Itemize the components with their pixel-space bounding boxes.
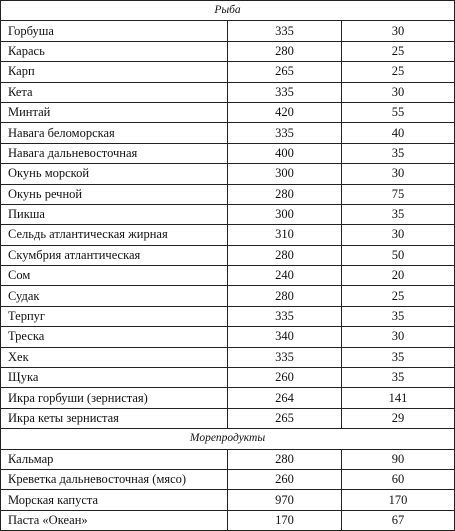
- product-name-cell: Кальмар: [1, 449, 228, 469]
- value-b-cell: 25: [342, 286, 455, 306]
- product-name-cell: Икра горбуши (зернистая): [1, 388, 228, 408]
- value-a-cell: 970: [228, 490, 342, 510]
- value-b-cell: 29: [342, 408, 455, 428]
- table-row: [1, 388, 455, 408]
- product-name-cell: Карп: [1, 62, 228, 82]
- value-a-cell: 335: [228, 347, 342, 367]
- section-title: Морепродукты: [1, 429, 455, 449]
- value-a-cell: 340: [228, 327, 342, 347]
- product-name-cell: Окунь морской: [1, 164, 228, 184]
- value-a-cell: 280: [228, 184, 342, 204]
- product-name-cell: Карась: [1, 41, 228, 61]
- value-a-cell: 264: [228, 388, 342, 408]
- table-row: [1, 510, 455, 530]
- value-a-cell: 240: [228, 266, 342, 286]
- value-a-cell: 335: [228, 21, 342, 41]
- table-row: [1, 41, 455, 61]
- value-a-cell: 400: [228, 143, 342, 163]
- value-b-cell: 55: [342, 102, 455, 122]
- value-b-cell: 75: [342, 184, 455, 204]
- value-a-cell: 280: [228, 449, 342, 469]
- product-name-cell: Сом: [1, 266, 228, 286]
- value-a-cell: 280: [228, 41, 342, 61]
- product-name-cell: Окунь речной: [1, 184, 228, 204]
- product-name-cell: Судак: [1, 286, 228, 306]
- value-b-cell: 35: [342, 368, 455, 388]
- table-row: [1, 347, 455, 367]
- value-b-cell: 20: [342, 266, 455, 286]
- value-b-cell: 141: [342, 388, 455, 408]
- section-header: [1, 1, 455, 21]
- value-b-cell: 170: [342, 490, 455, 510]
- product-name-cell: Терпуг: [1, 306, 228, 326]
- table-row: [1, 286, 455, 306]
- value-a-cell: 170: [228, 510, 342, 530]
- value-a-cell: 280: [228, 286, 342, 306]
- section-title: Рыба: [1, 1, 455, 21]
- table-row: [1, 164, 455, 184]
- value-b-cell: 30: [342, 327, 455, 347]
- value-b-cell: 30: [342, 82, 455, 102]
- table-row: [1, 123, 455, 143]
- value-a-cell: 420: [228, 102, 342, 122]
- table-row: [1, 327, 455, 347]
- value-b-cell: 30: [342, 164, 455, 184]
- table-row: [1, 184, 455, 204]
- table-row: [1, 204, 455, 224]
- product-name-cell: Пикша: [1, 204, 228, 224]
- product-name-cell: Скумбрия атлантическая: [1, 245, 228, 265]
- product-name-cell: Треска: [1, 327, 228, 347]
- value-a-cell: 300: [228, 204, 342, 224]
- table-row: [1, 82, 455, 102]
- value-b-cell: 30: [342, 21, 455, 41]
- value-b-cell: 40: [342, 123, 455, 143]
- product-name-cell: Навага дальневосточная: [1, 143, 228, 163]
- product-name-cell: Морская капуста: [1, 490, 228, 510]
- value-b-cell: 35: [342, 347, 455, 367]
- food-table-body: [1, 1, 455, 531]
- value-a-cell: 265: [228, 408, 342, 428]
- table-row: [1, 306, 455, 326]
- table-row: [1, 225, 455, 245]
- value-b-cell: 90: [342, 449, 455, 469]
- value-b-cell: 25: [342, 62, 455, 82]
- section-header: [1, 429, 455, 449]
- value-b-cell: 30: [342, 225, 455, 245]
- table-row: [1, 490, 455, 510]
- product-name-cell: Паста «Океан»: [1, 510, 228, 530]
- product-name-cell: Горбуша: [1, 21, 228, 41]
- value-a-cell: 260: [228, 368, 342, 388]
- value-a-cell: 265: [228, 62, 342, 82]
- table-row: [1, 469, 455, 489]
- table-row: [1, 143, 455, 163]
- product-name-cell: Сельдь атлантическая жирная: [1, 225, 228, 245]
- table-row: [1, 266, 455, 286]
- product-name-cell: Кета: [1, 82, 228, 102]
- table-row: [1, 21, 455, 41]
- value-b-cell: 67: [342, 510, 455, 530]
- product-name-cell: Креветка дальневосточная (мясо): [1, 469, 228, 489]
- table-row: [1, 102, 455, 122]
- value-b-cell: 60: [342, 469, 455, 489]
- table-row: [1, 245, 455, 265]
- value-a-cell: 335: [228, 123, 342, 143]
- value-b-cell: 50: [342, 245, 455, 265]
- table-row: [1, 408, 455, 428]
- value-a-cell: 310: [228, 225, 342, 245]
- table-row: [1, 62, 455, 82]
- value-a-cell: 280: [228, 245, 342, 265]
- product-name-cell: Минтай: [1, 102, 228, 122]
- value-b-cell: 25: [342, 41, 455, 61]
- product-name-cell: Щука: [1, 368, 228, 388]
- value-b-cell: 35: [342, 204, 455, 224]
- product-name-cell: Хек: [1, 347, 228, 367]
- value-b-cell: 35: [342, 143, 455, 163]
- table-row: [1, 368, 455, 388]
- value-a-cell: 300: [228, 164, 342, 184]
- value-a-cell: 335: [228, 82, 342, 102]
- value-b-cell: 35: [342, 306, 455, 326]
- product-name-cell: Навага беломорская: [1, 123, 228, 143]
- value-a-cell: 335: [228, 306, 342, 326]
- table-row: [1, 449, 455, 469]
- product-name-cell: Икра кеты зернистая: [1, 408, 228, 428]
- value-a-cell: 260: [228, 469, 342, 489]
